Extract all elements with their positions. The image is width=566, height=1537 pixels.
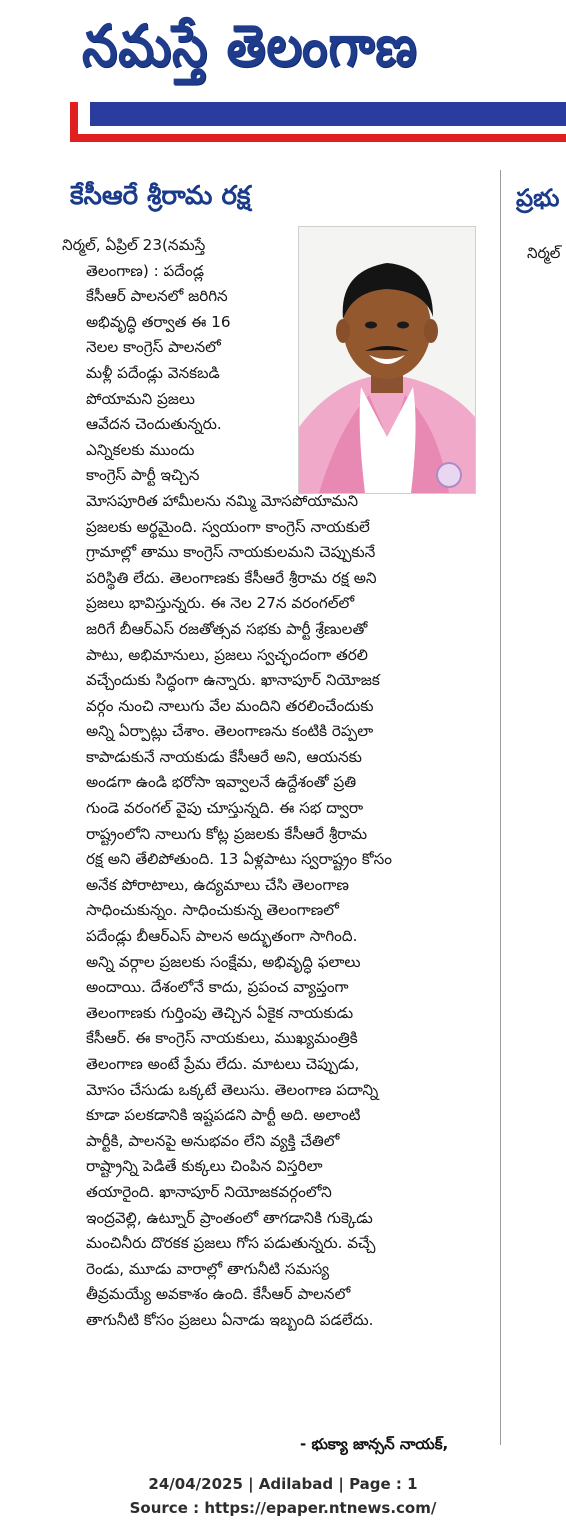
article-line: పరిస్థితి లేదు. తెలంగాణకు కేసీఆరే శ్రీరామ రక్ష అని xyxy=(86,568,377,587)
next-article-dateline-fragment: నిర్మల్‌ xyxy=(527,244,561,262)
article-line: రాష్ట్రంలోని నాలుగు కోట్ల ప్రజలకు కేసీఆరే శ్రీరామ xyxy=(86,824,368,843)
article-line: ప్రజలకు అర్థమైంది. స్వయంగా కాంగ్రెస్‌ నాయకులే xyxy=(86,517,370,536)
next-article-headline-fragment: ప్రభు xyxy=(516,184,560,212)
column-divider xyxy=(500,170,501,1445)
article-line: కాపాడుకునే నాయకుడు కేసీఆరే అని, ఆయనకు xyxy=(86,747,362,766)
article-line: సాధించుకున్నం. సాధించుకున్న తెలంగాణలో xyxy=(86,901,339,920)
article-line: ప్రజలు భావిస్తున్నరు. ఈ నెల 27న వరంగల్‌లో xyxy=(86,594,355,613)
article-line: రక్ష అని తేలిపోతుంది. 13 ఏళ్లపాటు స్వరాష్ట్రం కోసం xyxy=(86,850,392,869)
article-line: తయారైంది. ఖానాపూర్‌ నియోజకవర్గంలోని xyxy=(86,1182,332,1201)
article-line: వర్గం నుంచి నాలుగు వేల మందిని తరలించేందుకు xyxy=(86,696,374,715)
article-line: అందాయి. దేశంలోనే కాదు, ప్రపంచ వ్యాప్తంగా xyxy=(86,978,349,997)
article-byline: - భుక్యా జాన్సన్‌ నాయక్‌, xyxy=(300,1435,449,1453)
article-line: రెండు, మూడు వారాల్లో తాగునీటి సమస్య xyxy=(86,1259,330,1278)
article-line: తాగునీటి కోసం ప్రజలు ఏనాడు ఇబ్బంది పడలేదు. xyxy=(86,1310,374,1329)
article-line: అన్ని ఏర్పాట్లు చేశాం. తెలంగాణను కంటికి రెప్పలా xyxy=(86,722,374,741)
article-line: తెలంగాణ అంటే ప్రేమ లేదు. మాటలు చెప్పుడు, xyxy=(86,1055,360,1073)
article-line: పదేండ్లు బీఆర్‌ఎస్‌ పాలన అద్భుతంగా సాగింది. xyxy=(86,927,358,946)
page-footer xyxy=(0,1472,566,1520)
article-line: అభివృద్ధి తర్వాత ఈ 16 xyxy=(86,312,231,331)
article-line: తెలంగాణ) : పదేండ్ల xyxy=(86,261,204,280)
article-line: రాష్ట్రాన్ని పెడితే కుక్కలు చింపిన విస్తరిలా xyxy=(86,1157,323,1176)
article-headline: కేసీఆరే శ్రీరామ రక్ష xyxy=(70,181,251,211)
article-line: అన్ని వర్గాల ప్రజలకు సంక్షేమ, అభివృద్ధి ఫలాలు xyxy=(86,952,361,971)
article-line: కాంగ్రెస్‌ పార్టీ ఇచ్చిన xyxy=(86,466,200,485)
article-line: గుండె వరంగల్‌ వైపు చూస్తున్నది. ఈ సభ ద్వారా xyxy=(86,799,364,818)
article-line: ఆవేదన చెందుతున్నరు. xyxy=(86,415,222,434)
edition-info: 24/04/2025 | Adilabad | Page : 1 xyxy=(148,1475,418,1493)
dateline: నిర్మల్‌, ఏప్రిల్‌ 23(నమస్తే xyxy=(62,236,206,254)
article-line: వచ్చేందుకు సిద్ధంగా ఉన్నారు. ఖానాపూర్‌ నియోజక xyxy=(86,671,380,690)
article-line: మోసం చేసుడు ఒక్కటే తెలుసు. తెలంగాణ పదాన్ని xyxy=(86,1080,379,1099)
article-line: మళ్లీ పదేండ్లు వెనకబడి xyxy=(86,363,220,382)
article-line: అండగా ఉండి భరోసా ఇవ్వాలనే ఉద్దేశంతో ప్రతి xyxy=(86,773,357,792)
article-line: కేసీఆర్‌ పాలనలో జరిగిన xyxy=(86,287,228,306)
newspaper-logo: నమస్తే తెలంగాణ xyxy=(82,12,418,80)
article-body xyxy=(62,233,478,1334)
article-line: పార్టీకి, పాలనపై అనుభవం లేని వ్యక్తి చేతిలో xyxy=(86,1131,340,1150)
article-line: నెలల కాంగ్రెస్‌ పాలనలో xyxy=(86,338,221,357)
masthead xyxy=(0,0,566,150)
source-link[interactable]: Source : https://epaper.ntnews.com/ xyxy=(129,1499,437,1517)
article-line: కేసీఆర్‌. ఈ కాంగ్రెస్‌ నాయకులు, ముఖ్యమంత్రికి xyxy=(86,1029,358,1048)
article-line: పోయామని ప్రజలు xyxy=(86,389,195,408)
article-line: మోసపూరిత హామీలను నమ్మి మోసపోయామని xyxy=(86,491,359,510)
article-line: తెలంగాణకు గుర్తింపు తెచ్చిన ఏకైక నాయకుడు xyxy=(86,1003,354,1022)
article-line: అనేక పోరాటాలు, ఉద్యమాలు చేసి తెలంగాణ xyxy=(86,875,349,894)
masthead-red-bar xyxy=(70,134,566,142)
masthead-blue-bar xyxy=(90,102,566,126)
article-line: జరిగే బీఆర్‌ఎస్‌ రజతోత్సవ సభకు పార్టీ శ్రేణులతో xyxy=(86,619,368,638)
article-line: కూడా పలకడానికి ఇష్టపడని పార్టీ అది. అలాంటి xyxy=(86,1106,361,1125)
article-line: ఎన్నికలకు ముందు xyxy=(86,440,195,459)
article-line: గ్రామాల్లో తాము కాంగ్రెస్‌ నాయకులమని చెప్పుకునే xyxy=(86,543,376,562)
article-line: పాటు, అభిమానులు, ప్రజలు స్వచ్ఛందంగా తరలి xyxy=(86,645,368,664)
article-line: తీవ్రమయ్యే అవకాశం ఉంది. కేసీఆర్‌ పాలనలో xyxy=(86,1285,351,1304)
article-line: మంచినీరు దొరకక ప్రజలు గోస పడుతున్నరు. వచ్చే xyxy=(86,1234,376,1253)
article-line: ఇంద్రవెల్లి, ఉట్నూర్‌ ప్రాంతంలో తాగడానికి గుక్కెడు xyxy=(86,1208,373,1227)
